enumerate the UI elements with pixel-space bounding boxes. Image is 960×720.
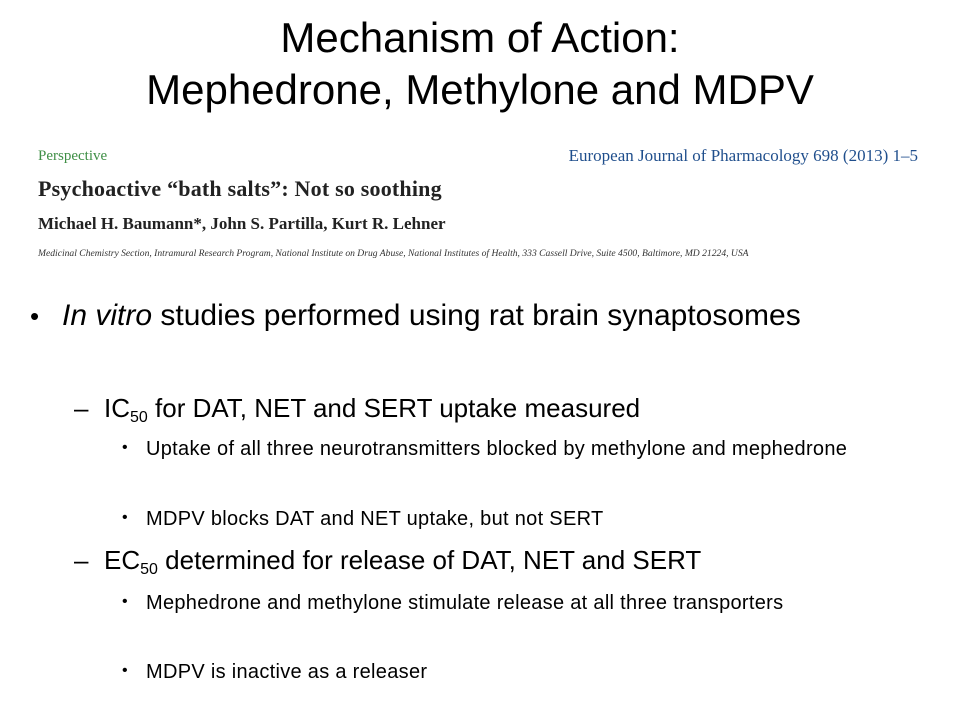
dash-icon: – [74,393,89,423]
ec-prefix: EC [104,545,141,575]
bullet-dot-icon: • [122,593,128,610]
ec-suffix: determined for release of DAT, NET and SERT [157,545,702,575]
bullet-text [104,544,894,576]
bullet-dot-icon: • [30,301,40,331]
ec-subscript: 50 [140,561,158,578]
bullet-rest-text: studies performed using rat brain synaptosomes [152,299,801,332]
bullet-dot-icon: • [122,662,128,679]
paper-title: Psychoactive “bath salts”: Not so soothing [38,176,442,201]
paper-authors: Michael H. Baumann*, John S. Partilla, Kurt R. Lehner [38,214,446,233]
bullet-dot-icon: • [122,509,128,526]
ic-subscript: 50 [130,409,148,426]
dash-icon: – [74,545,89,575]
bullet-text: MDPV blocks DAT and NET uptake, but not SERT [146,508,604,530]
bullet-text [104,392,894,424]
bullet-dot-icon: • [122,439,128,456]
bullet-text: Mephedrone and methylone stimulate release at all three transporters [146,592,784,614]
paper-journal-citation: European Journal of Pharmacology 698 (2013) 1–5 [568,146,918,165]
ic-prefix: IC [104,393,130,423]
bullet-italic-text: In vitro [62,299,153,332]
bullet-text: MDPV is inactive as a releaser [146,661,428,683]
paper-affiliation: Medicinal Chemistry Section, Intramural Research Program, National Institute on Drug Abuse, National Institutes of Health, 333 Cassell Drive, Suite 4500, Baltimore, MD 21224, USA [38,248,749,259]
bullet-text [62,298,882,334]
slide-title-line-2: Mephedrone, Methylone and MDPV [146,66,814,113]
ic-suffix: for DAT, NET and SERT uptake measured [147,393,641,423]
paper-section-label: Perspective [38,148,108,164]
bullet-text: Uptake of all three neurotransmitters blocked by methylone and mephedrone [146,438,848,460]
slide-title-line-1: Mechanism of Action: [280,14,680,61]
